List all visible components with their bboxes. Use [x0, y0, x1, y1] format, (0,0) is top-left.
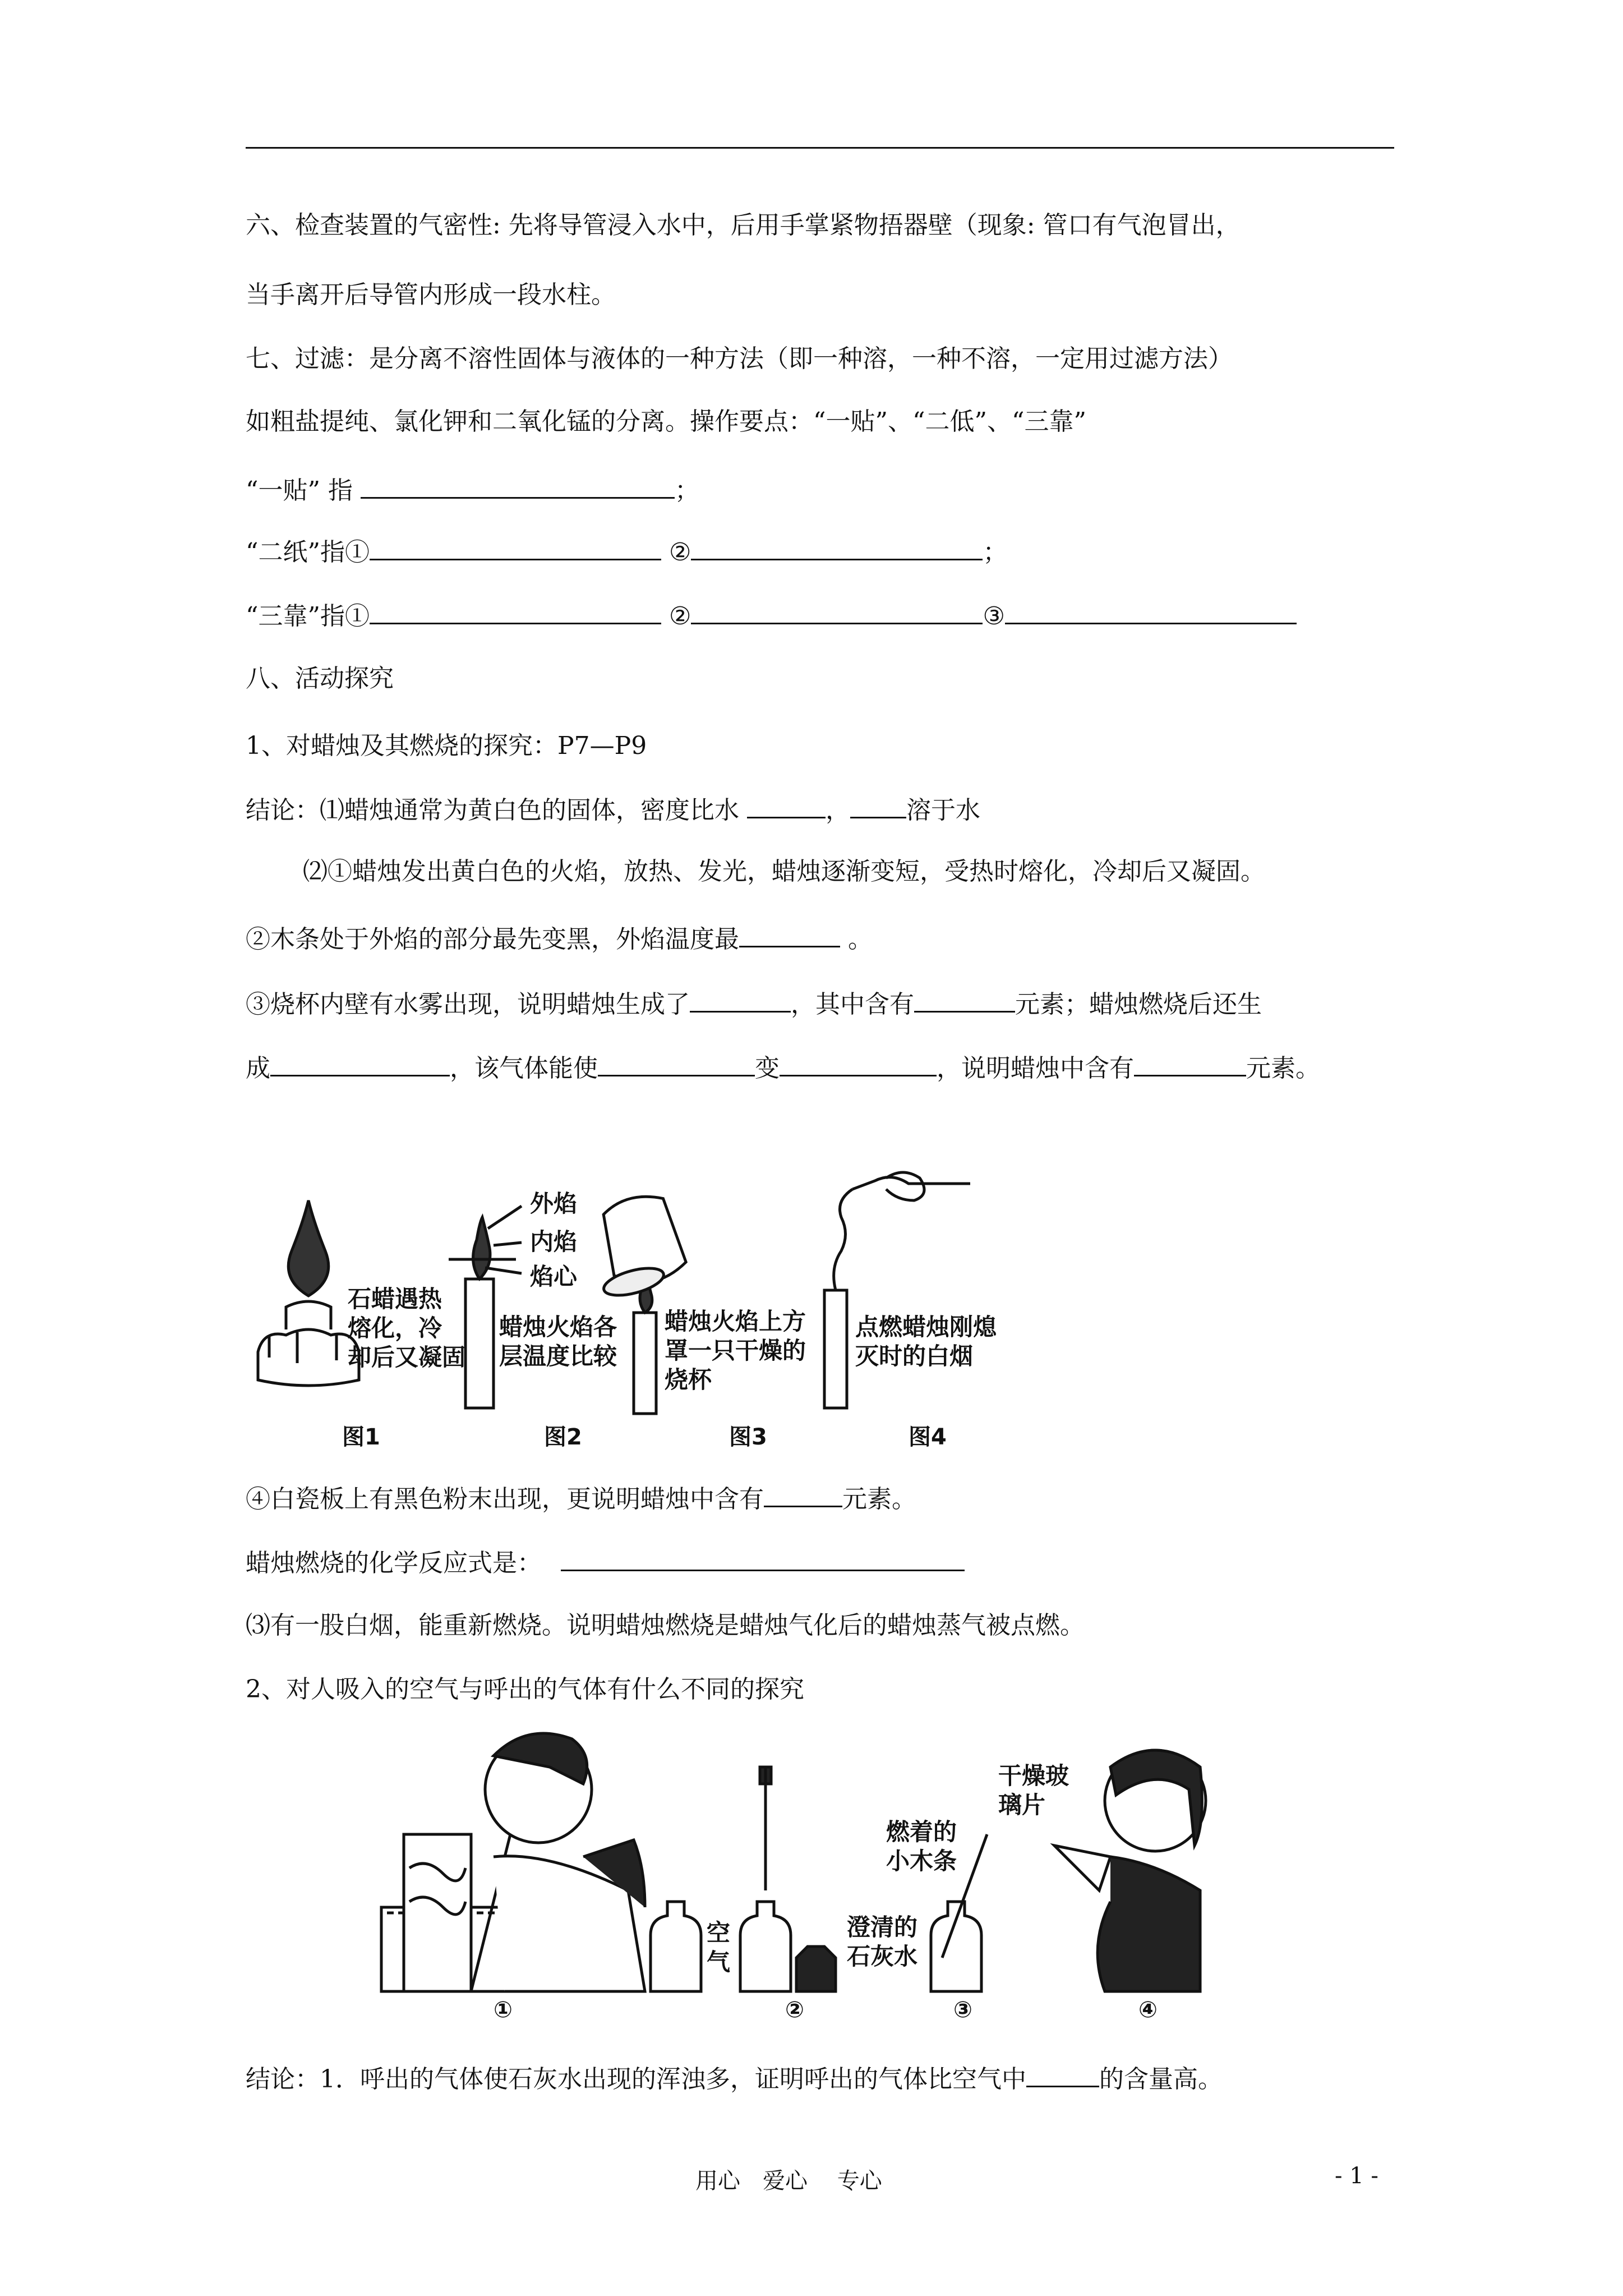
erzhi-label: “二纸”指①: [246, 538, 370, 567]
conclusion-4: [246, 985, 1262, 1022]
fig1-caption: 图1: [342, 1424, 380, 1450]
yitie-blank[interactable]: [361, 471, 675, 499]
conclusion-6-a: ④白瓷板上有黑色粉末出现，更说明蜡烛中含有: [246, 1485, 764, 1513]
conclusion-1-a: 结论：⑴蜡烛通常为黄白色的固体，密度比水: [246, 796, 739, 825]
sankao-blank-3[interactable]: [1005, 597, 1297, 624]
breathing-fig-1-number: ①: [494, 1997, 513, 2023]
erzhi-semicolon: ；: [983, 538, 1008, 567]
element-blank-2[interactable]: [1134, 1049, 1246, 1076]
conclusion-3-b: 。: [848, 925, 873, 954]
sankao-blank-2[interactable]: [691, 597, 983, 624]
stick-label: 燃着的 小木条: [886, 1818, 957, 1875]
fig3-label: 蜡烛火焰上方 罩一只干燥的 烧杯: [665, 1308, 806, 1393]
air-label: 空 气: [707, 1919, 731, 1976]
conclusion-6-b: 元素。: [842, 1485, 916, 1513]
breathing-fig-3-number: ③: [953, 1997, 972, 2023]
reagent-blank[interactable]: [598, 1049, 755, 1076]
section-6-line-2: 当手离开后导管内形成一段水柱。: [246, 280, 616, 309]
conclusion-3: [246, 920, 873, 956]
limewater-bottle-drawing: [740, 1767, 836, 1991]
fig2-core-label: 焰心: [530, 1263, 578, 1290]
page-number: - 1 -: [1335, 2163, 1378, 2189]
temperature-blank[interactable]: [739, 920, 840, 947]
sankao-line: [246, 597, 1297, 633]
co2-blank[interactable]: [1026, 2060, 1099, 2087]
person-blowing-drawing: [381, 1733, 645, 1991]
carbon-blank[interactable]: [764, 1480, 842, 1507]
conclusion-5-a: 成: [246, 1054, 270, 1083]
air-bottle-drawing: [651, 1902, 701, 1991]
erzhi-blank-1[interactable]: [370, 533, 661, 560]
person-glass-drawing: [1054, 1750, 1206, 1991]
conclusion-3-a: ②木条处于外焰的部分最先变黑，外焰温度最: [246, 925, 739, 954]
breathing-fig-4-number: ④: [1138, 1997, 1158, 2023]
header-rule: [246, 147, 1394, 149]
conclusion-5-c: 变: [755, 1054, 780, 1083]
reaction-equation-blank[interactable]: [561, 1544, 965, 1571]
sankao-blank-1[interactable]: [370, 597, 661, 624]
item-2-title: 2、对人吸入的空气与呼出的气体有什么不同的探究: [246, 1675, 804, 1704]
item-1-title: 1、对蜡烛及其燃烧的探究：P7—P9: [246, 731, 647, 760]
conclusion-9: [246, 2060, 1223, 2096]
fig4-caption: 图4: [909, 1424, 947, 1450]
candle-figures: [247, 1167, 1032, 1458]
limewater-label: 澄清的 石灰水: [847, 1913, 918, 1970]
conclusion-9-b: 的含量高。: [1099, 2065, 1223, 2093]
conclusion-4-b: ，其中含有: [791, 990, 914, 1019]
smoking-candle-drawing: [824, 1172, 970, 1408]
section-7-line-1: 七、过滤：是分离不溶性固体与液体的一种方法（即一种溶，一种不溶，一定用过滤方法）: [246, 344, 1233, 373]
conclusion-4-c: 元素；蜡烛燃烧后还生: [1015, 990, 1262, 1019]
conclusion-1-b: ，: [826, 796, 850, 825]
footer-motto: 用心 爱心 专心: [695, 2168, 882, 2194]
conclusion-5: [246, 1049, 1320, 1085]
erzhi-blank-2[interactable]: [691, 533, 983, 560]
yitie-label: “一贴” 指: [246, 476, 353, 505]
conclusion-1-c: 溶于水: [906, 796, 980, 825]
fig1-label-text: 石蜡遇热 熔化，冷 却后又凝固: [348, 1285, 466, 1371]
conclusion-2: ⑵①蜡烛发出黄白色的火焰，放热、发光，蜡烛逐渐变短，受热时熔化，冷却后又凝固。: [303, 857, 1265, 886]
conclusion-5-d: ，说明蜡烛中含有: [937, 1054, 1134, 1083]
fig2-outer-label: 外焰: [530, 1190, 578, 1217]
fig4-label: 点燃蜡烛刚熄 灭时的白烟: [855, 1313, 997, 1370]
sankao-circle-3: ③: [983, 602, 1005, 631]
change-blank[interactable]: [780, 1049, 937, 1076]
yitie-semicolon: ；: [674, 476, 699, 505]
conclusion-6: [246, 1480, 916, 1516]
density-blank[interactable]: [747, 791, 826, 818]
section-6-line-1: 六、检查装置的气密性: 先将导管浸入水中，后用手掌紧物捂器壁（现象: 管口有气泡冒出，: [246, 211, 1241, 240]
breathing-figures-drawing: [381, 1722, 1267, 2036]
section-7-line-2: 如粗盐提纯、氯化钾和二氧化锰的分离。操作要点：“一贴”、“二低”、“三靠”: [246, 407, 1086, 436]
sankao-circle-2: ②: [669, 602, 691, 631]
sankao-label: “三靠”指①: [246, 602, 370, 631]
glass-label: 干燥玻 璃片: [998, 1762, 1069, 1819]
gas-blank[interactable]: [270, 1049, 450, 1076]
melting-candle-drawing: [258, 1200, 359, 1386]
conclusion-7: [246, 1544, 965, 1580]
conclusion-5-b: ，该气体能使: [450, 1054, 598, 1083]
conclusion-9-a: 结论：1．呼出的气体使石灰水出现的浑浊多，证明呼出的气体比空气中: [246, 2065, 1026, 2093]
conclusion-1: [246, 791, 980, 827]
conclusion-4-a: ③烧杯内壁有水雾出现，说明蜡烛生成了: [246, 990, 690, 1019]
erzhi-circle-2: ②: [669, 538, 691, 567]
fig2-inner-label: 内焰: [530, 1228, 578, 1255]
breathing-figures: [381, 1722, 1267, 2036]
conclusion-8: ⑶有一股白烟，能重新燃烧。说明蜡烛燃烧是蜡烛气化后的蜡烛蒸气被点燃。: [246, 1611, 1085, 1640]
solubility-blank[interactable]: [850, 791, 906, 818]
breathing-fig-2-number: ②: [785, 1997, 804, 2023]
erzhi-line: [246, 533, 1007, 569]
fig3-caption: 图3: [729, 1424, 767, 1450]
section-8-heading: 八、活动探究: [246, 664, 394, 693]
conclusion-5-e: 元素。: [1246, 1054, 1320, 1083]
reaction-equation-label: 蜡烛燃烧的化学反应式是：: [246, 1549, 542, 1577]
fig2-label: 蜡烛火焰各 层温度比较: [499, 1313, 617, 1370]
fig2-caption: 图2: [544, 1424, 582, 1450]
product-blank[interactable]: [690, 985, 791, 1013]
fig1-label: [348, 1285, 465, 1372]
element-blank-1[interactable]: [914, 985, 1015, 1013]
yitie-line: [246, 471, 699, 508]
